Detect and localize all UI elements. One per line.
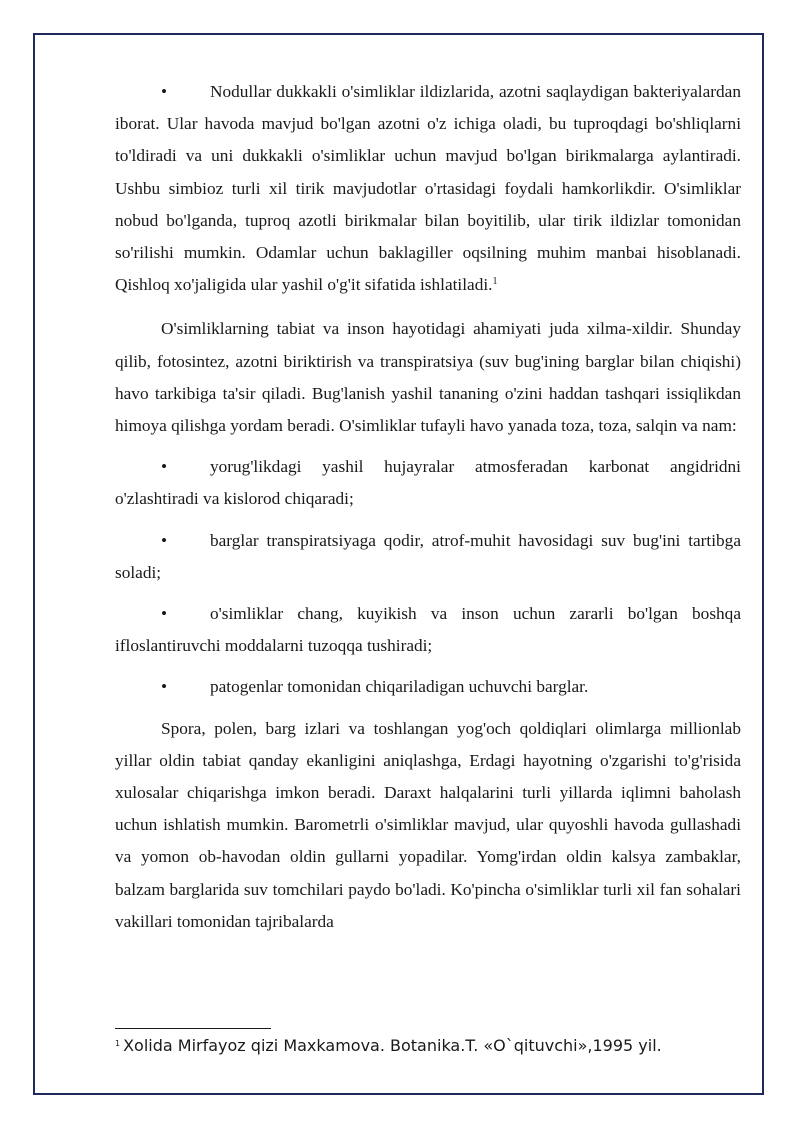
footnote-text: Xolida Mirfayoz qizi Maxkamova. Botanika.T. «O`qituvchi»,1995 yil. bbox=[123, 1036, 662, 1055]
body-paragraph bbox=[115, 313, 741, 442]
footnote-separator bbox=[115, 1028, 271, 1029]
list-item-text: Nodullar dukkakli o'simliklar ildizlarida, azotni saqlaydigan bakteriyalardan iborat. Ular havoda mavjud bo'lgan azotni o'z ichiga oladi, bu tuproqdagi bo'shliqlarni to'ldiradi va uni dukkakli o'simliklar uchun mavjud bo'lgan birikmalarga aylantiradi. Ushbu simbioz turli xil tirik mavjudotlar o'rtasidagi foydali hamkorlikdir. O'simliklar nobud bo'lganda, tuproq azotli birikmalar bilan boyitilib, ular tirik ildizlar tomonidan so'rilishi mumkin. Odamlar uchun baklagiller oqsilning muhim manbai hisoblanadi. Qishloq xo'jaligida ular yashil o'g'it sifatida ishlatiladi. bbox=[115, 82, 741, 295]
bullet-marker: • bbox=[161, 604, 168, 624]
list-item-text: patogenlar tomonidan chiqariladigan uchuvchi barglar. bbox=[210, 677, 589, 697]
bullet-marker: • bbox=[161, 530, 168, 550]
list-item-text: o'simliklar chang, kuyikish va inson uchun zararli bo'lgan boshqa ifloslantiruvchi moddalarni tuzoqqa tushiradi; bbox=[115, 604, 741, 656]
list-item-text: barglar transpiratsiyaga qodir, atrof-muhit havosidagi suv bug'ini tartibga soladi; bbox=[115, 530, 741, 582]
list-item bbox=[115, 76, 741, 301]
footnote-reference[interactable]: 1 bbox=[492, 276, 498, 288]
list-item bbox=[115, 671, 741, 703]
list-item bbox=[115, 598, 741, 662]
footnote bbox=[115, 1033, 662, 1057]
list-item bbox=[115, 525, 741, 589]
footnote-mark: 1 bbox=[115, 1039, 121, 1048]
body-paragraph bbox=[115, 713, 741, 938]
list-item bbox=[115, 451, 741, 515]
bullet-marker: • bbox=[161, 82, 168, 101]
bullet-marker: • bbox=[161, 457, 168, 477]
bullet-marker: • bbox=[161, 677, 168, 697]
paragraph-text: O'simliklarning tabiat va inson hayotidagi ahamiyati juda xilma-xildir. Shunday qilib, fotosintez, azotni biriktirish va transpiratsiya (suv bug'ining barglar bilan chiqishi) havo tarkibiga ta'sir qiladi. Bug'lanish yashil tananing o'zini haddan tashqari issiqlikdan himoya qilishga yordam beradi. O'simliklar tufayli havo yanada toza, toza, salqin va nam: bbox=[115, 319, 741, 436]
document-body bbox=[115, 76, 741, 938]
paragraph-text: Spora, polen, barg izlari va toshlangan yog'och qoldiqlari olimlarga millionlab yillar oldin tabiat qanday ekanligini aniqlashga, Erdagi hayotning o'zgarishi to'g'risida xulosalar chiqarishga imkon beradi. Daraxt halqalarini turli yillarda iqlimni baholash uchun ishlatish mumkin. Barometrli o'simliklar mavjud, ular quyoshli havoda gullashadi va yomon ob-havodan oldin gullarni yopadilar. Yomg'irdan oldin kalsya zambaklar, balzam barglarida suv tomchilari paydo bo'ladi. Ko'pincha o'simliklar turli xil fan sohalari vakillari tomonidan tajribalarda bbox=[115, 718, 741, 931]
list-item-text: yorug'likdagi yashil hujayralar atmosferadan karbonat angidridni o'zlashtiradi va kislorod chiqaradi; bbox=[115, 457, 741, 509]
